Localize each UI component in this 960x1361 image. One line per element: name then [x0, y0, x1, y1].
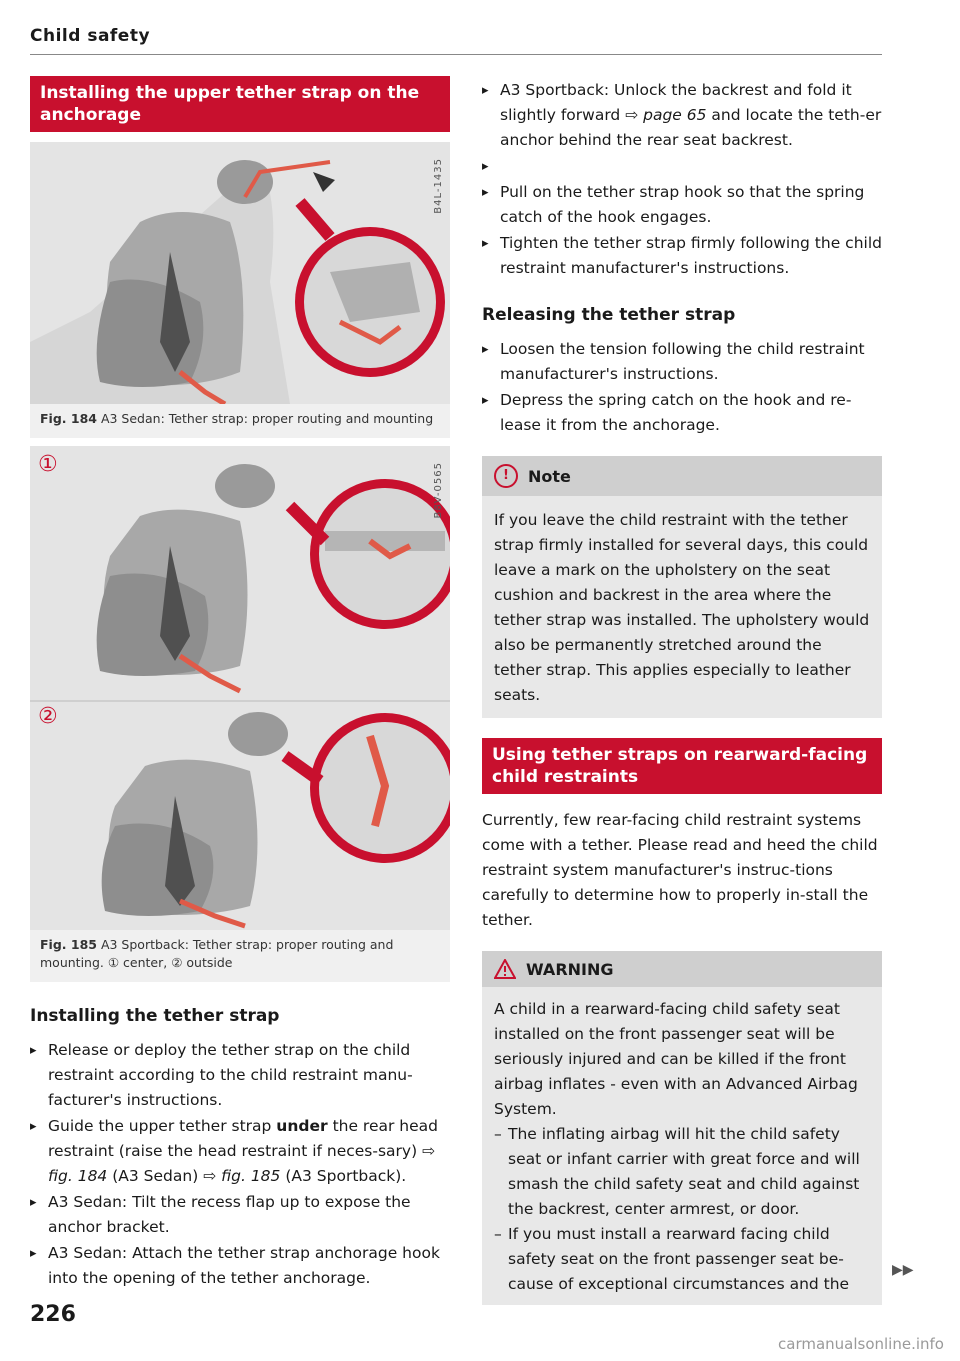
figure-185-illustration	[30, 446, 450, 930]
heading-installing-tether: Installing the tether strap	[30, 1006, 280, 1026]
right-column	[482, 76, 882, 1305]
figure-184-label: Fig. 184	[40, 411, 97, 426]
continue-arrow-icon: ▶▶	[892, 1262, 914, 1278]
section-title-rearward-facing: Using tether straps on rearward-facing child restraints	[482, 738, 882, 794]
warning-triangle-icon	[494, 959, 516, 979]
install-steps-list	[30, 1038, 450, 1291]
figure-185-marker-2: ②	[38, 704, 58, 729]
note-box	[482, 456, 882, 718]
install-step-2	[30, 1114, 450, 1189]
warning-body	[482, 987, 882, 1305]
install-step-sportback-a: A3 Sportback: Unlock the backrest and fold it slightly forward	[500, 81, 852, 124]
link-fig-185[interactable]: ⇨ fig. 185	[203, 1167, 281, 1185]
left-column	[30, 76, 450, 1292]
figure-185-text: A3 Sportback: Tether strap: proper routing and mounting. ① center, ② outside	[40, 937, 394, 970]
release-step-1: ▸ Loosen the tension following the child restraint manufacturer's instructions.	[482, 337, 882, 387]
figure-184-text: A3 Sedan: Tether strap: proper routing and mounting	[100, 411, 434, 426]
figure-184-caption	[30, 404, 450, 438]
watermark: carmanualsonline.info	[778, 1335, 944, 1353]
figure-185-caption	[30, 930, 450, 982]
install-step-2-mid: (A3 Sedan)	[112, 1167, 199, 1185]
page-number: 226	[30, 1302, 76, 1327]
section-title-upper-tether: Installing the upper tether strap on the anchorage	[30, 76, 450, 132]
install-step-sportback	[482, 78, 882, 153]
install-step-2-bold: under	[276, 1117, 328, 1135]
figure-185	[30, 446, 450, 982]
warning-text: A child in a rearward-facing child safety seat installed on the front passenger seat will be seriously injured and can be killed if the front airbag inflates - even with an Advanced Airbag System.	[494, 1000, 858, 1118]
note-title: Note	[528, 466, 571, 486]
figure-185-code: B8V-0565	[433, 462, 444, 519]
heading-releasing-tether: Releasing the tether strap	[482, 305, 736, 325]
install-step-pull: ▸ Pull on the tether strap hook so that the spring catch of the hook engages.	[482, 180, 882, 230]
release-step-2: ▸ Depress the spring catch on the hook and re-lease it from the anchorage.	[482, 388, 882, 438]
install-step-empty	[482, 154, 882, 179]
warning-header	[482, 951, 882, 987]
link-page-65[interactable]: ⇨ page 65	[625, 106, 707, 124]
release-steps-list	[482, 337, 882, 438]
figure-185-marker-1: ①	[38, 452, 58, 477]
header-divider	[30, 54, 882, 55]
figure-185-label: Fig. 185	[40, 937, 97, 952]
install-step-sportback-b: and locate the teth-er anchor behind the rear seat backrest.	[500, 106, 882, 149]
install-step-2-text: Guide the upper tether strap	[48, 1117, 272, 1135]
install-step-1: ▸ Release or deploy the tether strap on the child restraint according to the child restraint manu-facturer's instructions.	[30, 1038, 450, 1113]
install-step-2-rest: the rear head restraint (raise the head restraint if neces-sary)	[48, 1117, 438, 1160]
install-step-4: ▸ A3 Sedan: Attach the tether strap anchorage hook into the opening of the tether anchorage.	[30, 1241, 450, 1291]
link-fig-184[interactable]: ⇨ fig. 184	[48, 1142, 436, 1185]
install-steps-continued	[482, 78, 882, 281]
install-step-3: ▸ A3 Sedan: Tilt the recess flap up to expose the anchor bracket.	[30, 1190, 450, 1240]
figure-184	[30, 142, 450, 438]
figure-184-code: B4L-1435	[433, 158, 444, 214]
warning-box	[482, 951, 882, 1305]
note-header	[482, 456, 882, 496]
warning-title: WARNING	[526, 959, 614, 979]
note-body: If you leave the child restraint with the tether strap firmly installed for several days, this could leave a mark on the upholstery on the seat cushion and backrest in the area where the tether strap was installed. The upholstery would also be permanently stretched around the tether strap. This applies especially to leather seats.	[494, 511, 870, 704]
install-step-2-end: (A3 Sportback).	[285, 1167, 407, 1185]
page-section-header: Child safety	[30, 26, 151, 46]
warning-item-1: – The inflating airbag will hit the child safety seat or infant carrier with great force and will smash the child safety seat and child against the backrest, center armrest, or door.	[494, 1122, 870, 1222]
rearward-facing-paragraph: Currently, few rear-facing child restraint systems come with a tether. Please read and heed the child restraint system manufacturer's instruc-tions carefully to determine how to properly in-stall the tether.	[482, 811, 878, 929]
install-step-tighten: ▸ Tighten the tether strap firmly following the child restraint manufacturer's instructions.	[482, 231, 882, 281]
info-icon: !	[494, 464, 518, 488]
warning-item-2: – If you must install a rearward facing child safety seat on the front passenger seat be-cause of exceptional circumstances and the	[494, 1222, 870, 1297]
figure-184-illustration	[30, 142, 450, 404]
